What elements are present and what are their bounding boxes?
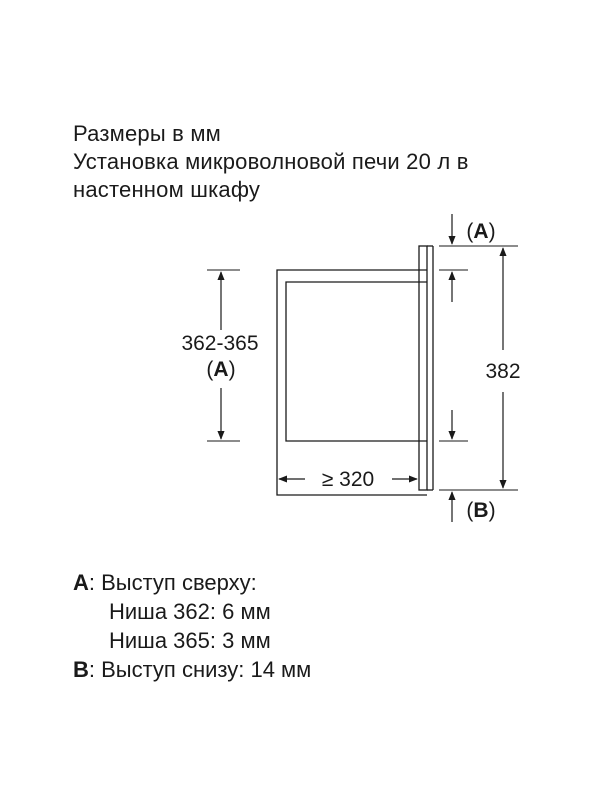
title-description-line1: Установка микроволновой печи 20 л в bbox=[73, 149, 469, 174]
legend-b-key: B bbox=[73, 657, 89, 682]
legend bbox=[73, 568, 311, 684]
depth-value-label: ≥ 320 bbox=[321, 468, 375, 491]
marker-b-label: (B) bbox=[466, 499, 496, 522]
legend-a-key: A bbox=[73, 570, 89, 595]
marker-a-label: (A) bbox=[466, 220, 496, 243]
height-ref-letter: A bbox=[213, 358, 229, 381]
niche-inner-wall bbox=[286, 282, 427, 441]
height-ref-label: (A) bbox=[206, 358, 236, 381]
marker-a-letter: A bbox=[473, 220, 489, 243]
legend-a-row bbox=[73, 568, 311, 597]
height-value-label: 362-365 bbox=[181, 332, 259, 355]
cabinet-outline bbox=[277, 270, 427, 495]
legend-a-item1: Ниша 362: 6 мм bbox=[109, 599, 271, 624]
total-height-label: 382 bbox=[485, 360, 521, 383]
title-description-line2: настенном шкафу bbox=[73, 177, 261, 202]
legend-a-text: : Выступ сверху: bbox=[88, 570, 257, 595]
cabinet-outer-wall bbox=[277, 270, 427, 495]
legend-b-text: : Выступ снизу: 14 мм bbox=[88, 657, 312, 682]
marker-b-letter: B bbox=[473, 499, 489, 522]
legend-a-item2: Ниша 365: 3 мм bbox=[109, 628, 271, 653]
legend-b-row bbox=[73, 655, 311, 684]
title-units: Размеры в мм bbox=[73, 121, 221, 146]
